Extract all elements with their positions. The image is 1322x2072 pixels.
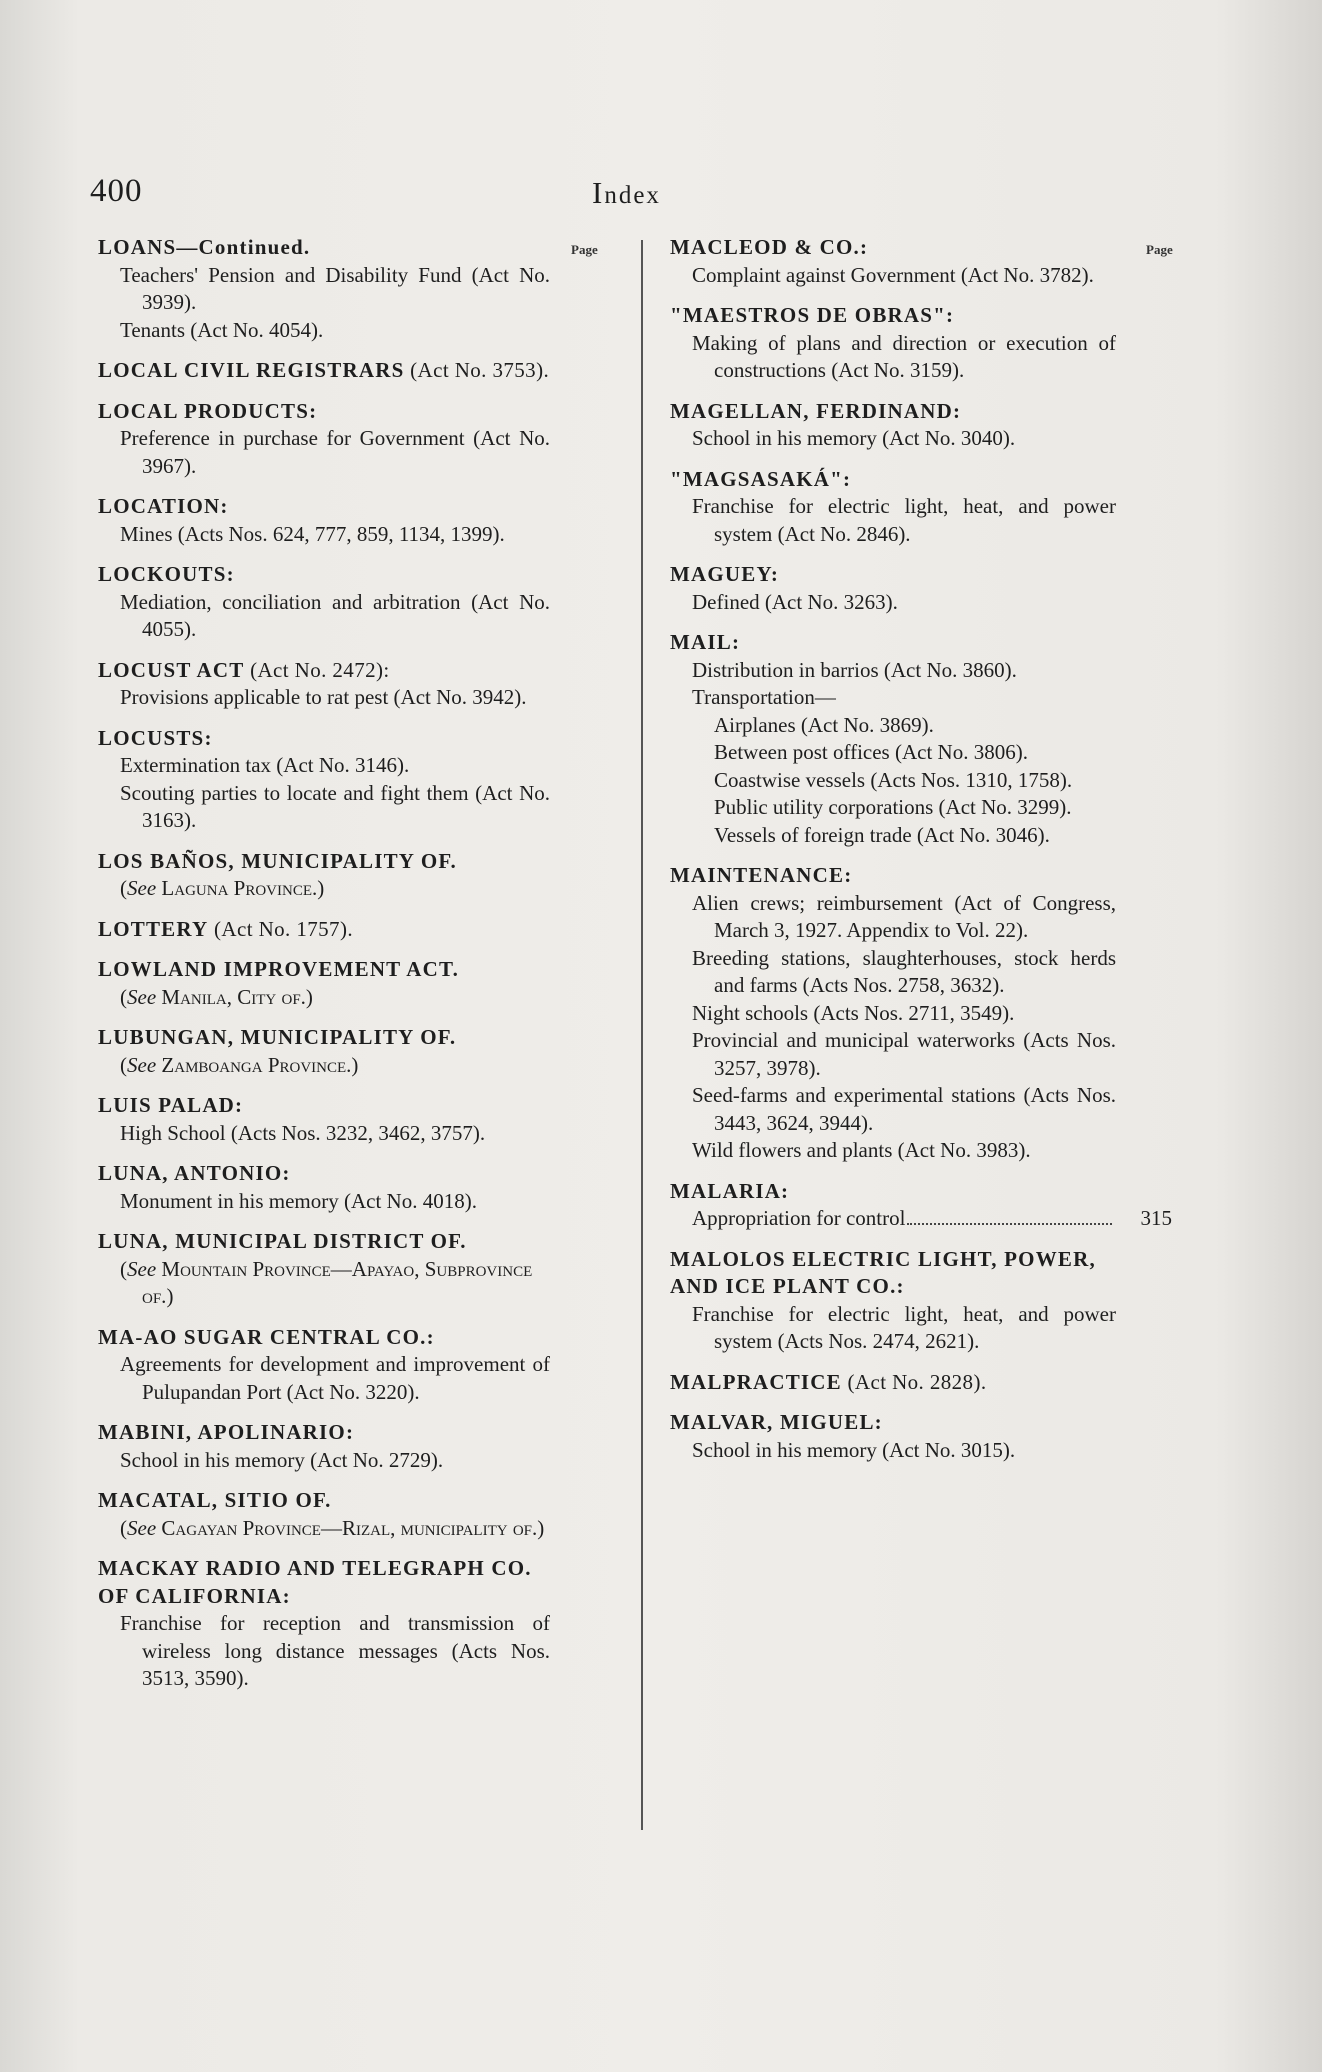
nested-sub-entry: Airplanes (Act No. 3869). <box>714 712 934 737</box>
entry-heading-text: MAGUEY: <box>670 562 780 586</box>
entry-heading-text: MALVAR, MIGUEL: <box>670 1410 883 1434</box>
index-entry <box>98 234 550 344</box>
index-entry <box>98 561 550 644</box>
entry-heading <box>670 234 1116 262</box>
entry-heading <box>670 398 1116 426</box>
sub-entry: Making of plans and direction or execution of constructions (Act No. 3159). <box>692 330 1116 382</box>
entry-heading-text: LOCAL PRODUCTS: <box>98 398 318 423</box>
index-entry <box>98 1555 550 1693</box>
entry-heading-text: "MAGSASAKÁ": <box>670 466 852 491</box>
index-entry <box>98 1487 550 1542</box>
sub-entry: Monument in his memory (Act No. 4018). <box>120 1188 477 1213</box>
entry-heading <box>670 466 1116 494</box>
left-column <box>98 234 550 1706</box>
entry-heading <box>98 398 550 426</box>
nested-sub-entry: Coastwise vessels (Acts Nos. 1310, 1758). <box>714 767 1073 792</box>
entry-heading-text: LOANS—Continued. <box>98 235 311 259</box>
leader-text: Appropriation for control <box>692 1206 906 1230</box>
sub-entry: Franchise for electric light, heat, and power system (Act No. 2846). <box>692 494 1116 546</box>
index-entry <box>670 302 1116 385</box>
entry-heading-text: MAINTENANCE: <box>670 863 853 887</box>
entry-heading-text: LUNA, ANTONIO: <box>98 1161 291 1185</box>
entry-heading-text: LOCUSTS: <box>98 725 213 750</box>
sub-entry: Agreements for development and improvement of Pulupandan Port (Act No. 3220). <box>120 1352 550 1404</box>
entry-heading-text: "MAESTROS DE OBRAS": <box>670 303 955 327</box>
see-label: See <box>127 876 157 900</box>
sub-entry: Teachers' Pension and Disability Fund (Act No. 3939). <box>120 262 550 314</box>
index-entry <box>98 916 550 944</box>
entry-heading-text: LOWLAND IMPROVEMENT ACT. <box>98 957 460 981</box>
index-entry <box>98 1092 550 1147</box>
index-entry <box>670 1409 1116 1464</box>
index-entry <box>670 398 1116 453</box>
entry-heading-text: MAGELLAN, FERDINAND: <box>670 398 962 423</box>
cross-reference: (See Manila, City of.) <box>120 984 313 1009</box>
sub-entry: Night schools (Acts Nos. 2711, 3549). <box>692 1000 1015 1025</box>
nested-sub-entry: Between post offices (Act No. 3806). <box>714 740 1028 764</box>
entry-heading <box>98 493 550 521</box>
sub-entry: Seed-farms and experimental stations (Acts Nos. 3443, 3624, 3944). <box>692 1083 1116 1135</box>
sub-entry: Preference in purchase for Government (Act No. 3967). <box>120 426 550 478</box>
index-entry <box>98 1160 550 1215</box>
see-target: Manila, City of. <box>161 984 306 1009</box>
entry-heading <box>670 302 1116 330</box>
sub-entry: Breeding stations, slaughterhouses, stock herds and farms (Acts Nos. 2758, 3632). <box>692 945 1116 997</box>
entry-heading <box>98 1024 550 1052</box>
index-entry <box>670 1178 1172 1233</box>
sub-entry: Wild flowers and plants (Act No. 3983). <box>692 1138 1031 1162</box>
sub-entry: School in his memory (Act No. 3015). <box>692 1437 1016 1462</box>
see-target: Laguna Province. <box>161 876 318 900</box>
dot-leader <box>907 1223 1112 1225</box>
see-target: Cagayan Province—Rizal, municipality of. <box>161 1515 538 1540</box>
see-label: See <box>127 1515 157 1540</box>
entry-heading-text: MABINI, APOLINARIO: <box>98 1420 355 1444</box>
entry-heading <box>98 561 550 589</box>
entry-heading-text: LOCATION: <box>98 494 229 518</box>
index-entry <box>98 357 550 385</box>
entry-heading-reference: (Act No. 2472): <box>244 657 390 682</box>
cross-reference: (See Cagayan Province—Rizal, municipality of.) <box>120 1515 545 1540</box>
entry-heading-reference: (Act No. 2828). <box>841 1369 987 1394</box>
entry-heading <box>670 1369 1116 1397</box>
cross-reference: (See Zamboanga Province.) <box>120 1052 359 1077</box>
entry-heading-text: MALOLOS ELECTRIC LIGHT, POWER, AND ICE PLANT CO.: <box>670 1246 1096 1298</box>
cross-reference: (See Laguna Province.) <box>120 876 325 900</box>
entry-heading-text: LOCAL CIVIL REGISTRARS <box>98 358 405 382</box>
leader-entry <box>670 1205 1172 1233</box>
entry-heading <box>670 1409 1116 1437</box>
see-target: Mountain Province—Apayao, Subprovince of. <box>142 1256 533 1308</box>
entry-heading-text: LUIS PALAD: <box>98 1093 244 1117</box>
entry-heading <box>670 561 1116 589</box>
cross-reference: (See Mountain Province—Apayao, Subprovince of.) <box>120 1256 533 1308</box>
see-label: See <box>127 1256 157 1281</box>
entry-heading <box>98 657 550 685</box>
see-label: See <box>127 984 157 1009</box>
index-entry <box>670 629 1116 849</box>
sub-entry: Alien crews; reimbursement (Act of Congress, March 3, 1927. Appendix to Vol. 22). <box>692 890 1116 942</box>
index-entry <box>98 657 550 712</box>
sub-entry: Scouting parties to locate and fight them (Act No. 3163). <box>120 780 550 832</box>
sub-entry: School in his memory (Act No. 3040). <box>692 426 1016 450</box>
entry-heading-reference: (Act No. 3753). <box>404 358 550 382</box>
index-entry <box>98 1228 550 1311</box>
sub-entry: Mediation, conciliation and arbitration (Act No. 4055). <box>120 589 550 641</box>
entry-heading-text: MACKAY RADIO AND TELEGRAPH CO. OF CALIFORNIA: <box>98 1556 532 1608</box>
entry-heading <box>670 629 1116 657</box>
index-entry <box>98 1324 550 1407</box>
index-entry <box>670 234 1116 289</box>
entry-heading-text: MACATAL, SITIO OF. <box>98 1488 332 1512</box>
entry-heading-reference: (Act No. 1757). <box>208 916 353 941</box>
entry-heading-text: LUBUNGAN, MUNICIPALITY OF. <box>98 1025 457 1049</box>
nested-sub-entry: Public utility corporations (Act No. 3299). <box>714 795 1072 819</box>
see-label: See <box>127 1052 157 1077</box>
entry-heading <box>98 1555 550 1610</box>
entry-heading <box>98 357 550 385</box>
see-target: Zamboanga Province. <box>161 1052 352 1077</box>
index-entry <box>670 561 1116 616</box>
index-entry <box>98 848 550 903</box>
column-divider <box>641 240 643 1830</box>
entry-heading <box>98 1160 550 1188</box>
entry-heading-text: LOS BAÑOS, MUNICIPALITY OF. <box>98 848 457 873</box>
entry-heading <box>98 1092 550 1120</box>
sub-entry: Tenants (Act No. 4054). <box>120 317 324 342</box>
running-head: Index <box>592 175 661 210</box>
index-entry <box>98 493 550 548</box>
left-page-label: Page <box>571 242 598 257</box>
entry-heading-text: LOCKOUTS: <box>98 562 235 586</box>
entry-heading-text: MALARIA: <box>670 1178 790 1203</box>
sub-entry: Defined (Act No. 3263). <box>692 589 898 614</box>
page-number: 400 <box>90 173 143 209</box>
sub-entry: Franchise for electric light, heat, and power system (Acts Nos. 2474, 2621). <box>692 1301 1116 1353</box>
entry-heading <box>98 848 550 876</box>
page-reference: 315 <box>1140 1206 1172 1230</box>
entry-heading <box>98 1419 550 1447</box>
entry-heading <box>98 1487 550 1515</box>
sub-entry: High School (Acts Nos. 3232, 3462, 3757). <box>120 1120 486 1145</box>
entry-heading-text: LUNA, MUNICIPAL DISTRICT OF. <box>98 1229 467 1253</box>
entry-heading <box>98 725 550 753</box>
index-entry <box>98 725 550 835</box>
entry-heading <box>670 1246 1116 1301</box>
entry-heading <box>98 234 550 262</box>
sub-entry: Distribution in barrios (Act No. 3860). <box>692 657 1017 682</box>
index-entry <box>98 956 550 1011</box>
index-entry <box>670 862 1116 1165</box>
index-entry <box>98 1419 550 1474</box>
sub-entry: Mines (Acts Nos. 624, 777, 859, 1134, 1399). <box>120 521 505 546</box>
entry-heading <box>670 862 1116 890</box>
entry-heading <box>98 1228 550 1256</box>
entry-heading-text: MAIL: <box>670 630 741 654</box>
nested-sub-entry: Vessels of foreign trade (Act No. 3046). <box>714 822 1050 847</box>
sub-entry: Provincial and municipal waterworks (Acts Nos. 3257, 3978). <box>692 1028 1116 1080</box>
entry-heading-text: MALPRACTICE <box>670 1369 842 1394</box>
entry-heading <box>98 1324 550 1352</box>
index-entry <box>98 1024 550 1079</box>
index-entry <box>670 1246 1116 1356</box>
sub-entry: School in his memory (Act No. 2729). <box>120 1447 444 1472</box>
index-entry <box>98 398 550 481</box>
entry-heading-text: MACLEOD & CO.: <box>670 235 869 259</box>
entry-heading <box>98 956 550 984</box>
entry-heading <box>98 916 550 944</box>
entry-heading-text: LOCUST ACT <box>98 657 245 682</box>
entry-heading <box>670 1178 1116 1206</box>
entry-heading-text: MA-AO SUGAR CENTRAL CO.: <box>98 1324 435 1349</box>
sub-entry: Complaint against Government (Act No. 3782). <box>692 262 1094 287</box>
sub-entry: Transportation— <box>692 685 836 709</box>
sub-entry: Franchise for reception and transmission of wireless long distance messages (Acts Nos. 3513, 3590). <box>120 1611 550 1690</box>
entry-heading-text: LOTTERY <box>98 916 209 941</box>
index-entry <box>670 466 1116 549</box>
right-page-label: Page <box>1146 242 1173 257</box>
index-entry <box>670 1369 1116 1397</box>
sub-entry: Extermination tax (Act No. 3146). <box>120 753 410 777</box>
sub-entry: Provisions applicable to rat pest (Act No. 3942). <box>120 685 527 709</box>
